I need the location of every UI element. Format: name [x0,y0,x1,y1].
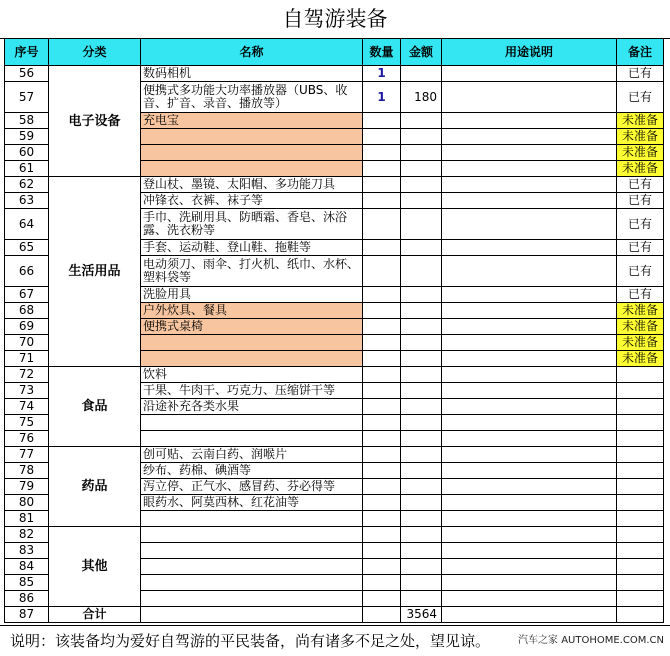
item-name-cell[interactable]: 户外炊具、餐具 [141,303,363,319]
row-no-cell[interactable]: 63 [5,193,49,209]
item-name-cell[interactable]: 干果、牛肉干、巧克力、压缩饼干等 [141,383,363,399]
note-cell[interactable] [617,607,664,623]
item-name-cell[interactable] [141,161,363,177]
amount-cell[interactable] [401,367,442,383]
sheet-title: 自驾游装备 [0,0,670,39]
purpose-cell[interactable] [442,209,617,240]
note-cell[interactable] [617,463,664,479]
purpose-cell[interactable] [442,479,617,495]
row-no-cell[interactable]: 71 [5,351,49,367]
row-no-cell[interactable]: 78 [5,463,49,479]
item-name-cell[interactable] [141,415,363,431]
item-name-cell[interactable]: 洗脸用具 [141,287,363,303]
category-cell-electronics[interactable]: 电子设备 [49,66,141,177]
header-note[interactable]: 备注 [617,39,664,66]
qty-cell[interactable] [363,129,401,145]
item-name-cell[interactable]: 纱布、药棉、碘酒等 [141,463,363,479]
row-no-cell[interactable]: 84 [5,559,49,575]
row-no-cell[interactable]: 65 [5,240,49,256]
row-no-cell[interactable]: 83 [5,543,49,559]
header-qty[interactable]: 数量 [363,39,401,66]
note-cell[interactable] [617,495,664,511]
purpose-cell[interactable] [442,66,617,82]
qty-cell[interactable] [363,607,401,623]
amount-cell[interactable] [401,303,442,319]
qty-cell[interactable] [363,287,401,303]
amount-cell[interactable] [401,415,442,431]
note-cell[interactable]: 未准备 [617,129,664,145]
item-name-cell[interactable]: 数码相机 [141,66,363,82]
row-no-cell[interactable]: 80 [5,495,49,511]
note-cell[interactable] [617,527,664,543]
item-name-cell[interactable]: 冲锋衣、衣裤、袜子等 [141,193,363,209]
amount-cell[interactable] [401,463,442,479]
qty-cell[interactable] [363,145,401,161]
note-cell[interactable]: 未准备 [617,145,664,161]
qty-cell[interactable] [363,479,401,495]
purpose-cell[interactable] [442,543,617,559]
row-no-cell[interactable]: 64 [5,209,49,240]
amount-cell[interactable] [401,447,442,463]
note-cell[interactable]: 未准备 [617,161,664,177]
purpose-cell[interactable] [442,495,617,511]
row-no-cell[interactable]: 81 [5,511,49,527]
amount-cell[interactable] [401,351,442,367]
category-cell-food[interactable]: 食品 [49,367,141,447]
header-row [5,39,664,66]
note-cell[interactable]: 已有 [617,256,664,287]
row-no-cell[interactable]: 62 [5,177,49,193]
amount-cell[interactable] [401,399,442,415]
note-cell[interactable] [617,575,664,591]
purpose-cell[interactable] [442,303,617,319]
note-cell[interactable] [617,399,664,415]
amount-cell[interactable] [401,511,442,527]
note-cell[interactable] [617,479,664,495]
item-name-cell[interactable] [141,591,363,607]
item-name-cell[interactable] [141,129,363,145]
item-name-cell[interactable]: 登山杖、墨镜、太阳帽、多功能刀具 [141,177,363,193]
qty-cell[interactable] [363,511,401,527]
item-name-cell[interactable]: 沿途补充各类水果 [141,399,363,415]
row-no-cell[interactable]: 85 [5,575,49,591]
purpose-cell[interactable] [442,145,617,161]
header-purpose[interactable]: 用途说明 [442,39,617,66]
qty-cell[interactable] [363,193,401,209]
category-cell-living[interactable]: 生活用品 [49,177,141,367]
item-name-cell[interactable]: 便携式多功能大功率播放器（UBS、收音、扩音、录音、播放等） [141,82,363,113]
purpose-cell[interactable] [442,575,617,591]
amount-cell[interactable] [401,383,442,399]
footer-note [0,625,670,655]
note-cell[interactable]: 已有 [617,177,664,193]
row-no-cell[interactable]: 57 [5,82,49,113]
amount-cell[interactable] [401,287,442,303]
header-name[interactable]: 名称 [141,39,363,66]
qty-cell[interactable] [363,335,401,351]
qty-cell[interactable]: 1 [363,66,401,82]
footer-text: 说明：该装备均为爱好自驾游的平民装备，尚有诸多不足之处，望见谅。 [10,632,491,650]
row-no-cell[interactable]: 73 [5,383,49,399]
note-cell[interactable] [617,543,664,559]
purpose-cell[interactable] [442,177,617,193]
item-name-cell[interactable] [141,575,363,591]
table-row [5,447,664,463]
amount-cell[interactable] [401,193,442,209]
note-cell[interactable]: 已有 [617,66,664,82]
qty-cell[interactable] [363,495,401,511]
qty-cell[interactable] [363,177,401,193]
qty-cell[interactable] [363,161,401,177]
row-no-cell[interactable]: 72 [5,367,49,383]
amount-cell[interactable] [401,431,442,447]
note-cell[interactable] [617,511,664,527]
qty-cell[interactable] [363,415,401,431]
amount-cell[interactable] [401,129,442,145]
amount-cell[interactable] [401,256,442,287]
note-cell[interactable]: 已有 [617,82,664,113]
row-no-cell[interactable]: 77 [5,447,49,463]
item-name-cell[interactable] [141,145,363,161]
row-no-cell[interactable]: 70 [5,335,49,351]
purpose-cell[interactable] [442,82,617,113]
purpose-cell[interactable] [442,287,617,303]
watermark: 汽车之家 AUTOHOME.COM.CN [518,635,664,646]
note-cell[interactable]: 已有 [617,287,664,303]
qty-cell[interactable] [363,431,401,447]
amount-cell[interactable] [401,495,442,511]
qty-cell[interactable] [363,527,401,543]
item-name-cell[interactable]: 手巾、洗刷用具、防晒霜、香皂、沐浴露、洗衣粉等 [141,209,363,240]
item-name-cell[interactable]: 饮料 [141,367,363,383]
amount-cell[interactable] [401,145,442,161]
purpose-cell[interactable] [442,607,617,623]
note-cell[interactable]: 未准备 [617,303,664,319]
amount-cell[interactable] [401,240,442,256]
item-name-cell[interactable] [141,559,363,575]
qty-cell[interactable] [363,543,401,559]
item-name-cell[interactable] [141,511,363,527]
qty-cell[interactable] [363,575,401,591]
amount-cell[interactable] [401,527,442,543]
amount-cell[interactable] [401,209,442,240]
qty-cell[interactable] [363,303,401,319]
note-cell[interactable]: 已有 [617,193,664,209]
table-row [5,177,664,193]
total-amount-cell[interactable]: 3564 [401,607,442,623]
row-no-cell[interactable]: 69 [5,319,49,335]
purpose-cell[interactable] [442,367,617,383]
purpose-cell[interactable] [442,431,617,447]
total-label-cell[interactable]: 合计 [49,607,141,623]
header-no[interactable]: 序号 [5,39,49,66]
row-no-cell[interactable]: 66 [5,256,49,287]
row-no-cell[interactable]: 76 [5,431,49,447]
purpose-cell[interactable] [442,463,617,479]
category-cell-medicine[interactable]: 药品 [49,447,141,527]
item-name-cell[interactable]: 创可贴、云南白药、润喉片 [141,447,363,463]
purpose-cell[interactable] [442,559,617,575]
item-name-cell[interactable] [141,335,363,351]
note-cell[interactable] [617,367,664,383]
purpose-cell[interactable] [442,193,617,209]
item-name-cell[interactable] [141,607,363,623]
purpose-cell[interactable] [442,511,617,527]
qty-cell[interactable] [363,559,401,575]
purpose-cell[interactable] [442,399,617,415]
amount-cell[interactable] [401,335,442,351]
qty-cell[interactable] [363,463,401,479]
row-no-cell[interactable]: 58 [5,113,49,129]
purpose-cell[interactable] [442,335,617,351]
row-no-cell[interactable]: 59 [5,129,49,145]
row-no-cell[interactable]: 60 [5,145,49,161]
note-cell[interactable]: 未准备 [617,351,664,367]
purpose-cell[interactable] [442,113,617,129]
row-no-cell[interactable]: 67 [5,287,49,303]
amount-cell[interactable] [401,161,442,177]
amount-cell[interactable] [401,543,442,559]
item-name-cell[interactable]: 手套、运动鞋、登山鞋、拖鞋等 [141,240,363,256]
table-row [5,367,664,383]
equipment-table [4,38,664,623]
purpose-cell[interactable] [442,351,617,367]
note-cell[interactable] [617,447,664,463]
purpose-cell[interactable] [442,319,617,335]
qty-cell[interactable] [363,383,401,399]
row-no-cell[interactable]: 79 [5,479,49,495]
amount-cell[interactable] [401,177,442,193]
purpose-cell[interactable] [442,447,617,463]
amount-cell[interactable] [401,479,442,495]
note-cell[interactable] [617,431,664,447]
qty-cell[interactable]: 1 [363,82,401,113]
amount-cell[interactable] [401,575,442,591]
purpose-cell[interactable] [442,415,617,431]
row-no-cell[interactable]: 68 [5,303,49,319]
table-row [5,66,664,82]
purpose-cell[interactable] [442,256,617,287]
item-name-cell[interactable]: 电动须刀、雨伞、打火机、纸巾、水杯、塑料袋等 [141,256,363,287]
note-cell[interactable]: 未准备 [617,319,664,335]
amount-cell[interactable]: 180 [401,82,442,113]
note-cell[interactable] [617,383,664,399]
item-name-cell[interactable] [141,527,363,543]
item-name-cell[interactable] [141,351,363,367]
purpose-cell[interactable] [442,527,617,543]
header-amount[interactable]: 金额 [401,39,442,66]
qty-cell[interactable] [363,209,401,240]
row-no-cell[interactable]: 87 [5,607,49,623]
row-no-cell[interactable]: 61 [5,161,49,177]
note-cell[interactable] [617,591,664,607]
total-row [5,607,664,623]
item-name-cell[interactable]: 眼药水、阿莫西林、红花油等 [141,495,363,511]
item-name-cell[interactable] [141,431,363,447]
note-cell[interactable] [617,559,664,575]
purpose-cell[interactable] [442,161,617,177]
table-row [5,527,664,543]
purpose-cell[interactable] [442,591,617,607]
amount-cell[interactable] [401,591,442,607]
qty-cell[interactable] [363,591,401,607]
note-cell[interactable]: 未准备 [617,335,664,351]
item-name-cell[interactable]: 充电宝 [141,113,363,129]
category-cell-other[interactable]: 其他 [49,527,141,607]
qty-cell[interactable] [363,256,401,287]
purpose-cell[interactable] [442,383,617,399]
item-name-cell[interactable]: 便携式桌椅 [141,319,363,335]
purpose-cell[interactable] [442,240,617,256]
note-cell[interactable] [617,415,664,431]
note-cell[interactable]: 未准备 [617,113,664,129]
qty-cell[interactable] [363,240,401,256]
item-name-cell[interactable]: 泻立停、正气水、感冒药、芬必得等 [141,479,363,495]
purpose-cell[interactable] [442,129,617,145]
amount-cell[interactable] [401,559,442,575]
qty-cell[interactable] [363,447,401,463]
item-name-cell[interactable] [141,543,363,559]
qty-cell[interactable] [363,399,401,415]
row-no-cell[interactable]: 82 [5,527,49,543]
amount-cell[interactable] [401,113,442,129]
row-no-cell[interactable]: 75 [5,415,49,431]
note-cell[interactable]: 已有 [617,209,664,240]
row-no-cell[interactable]: 74 [5,399,49,415]
qty-cell[interactable] [363,319,401,335]
header-category[interactable]: 分类 [49,39,141,66]
qty-cell[interactable] [363,113,401,129]
qty-cell[interactable] [363,351,401,367]
qty-cell[interactable] [363,367,401,383]
amount-cell[interactable] [401,319,442,335]
amount-cell[interactable] [401,66,442,82]
row-no-cell[interactable]: 86 [5,591,49,607]
note-cell[interactable]: 已有 [617,240,664,256]
row-no-cell[interactable]: 56 [5,66,49,82]
